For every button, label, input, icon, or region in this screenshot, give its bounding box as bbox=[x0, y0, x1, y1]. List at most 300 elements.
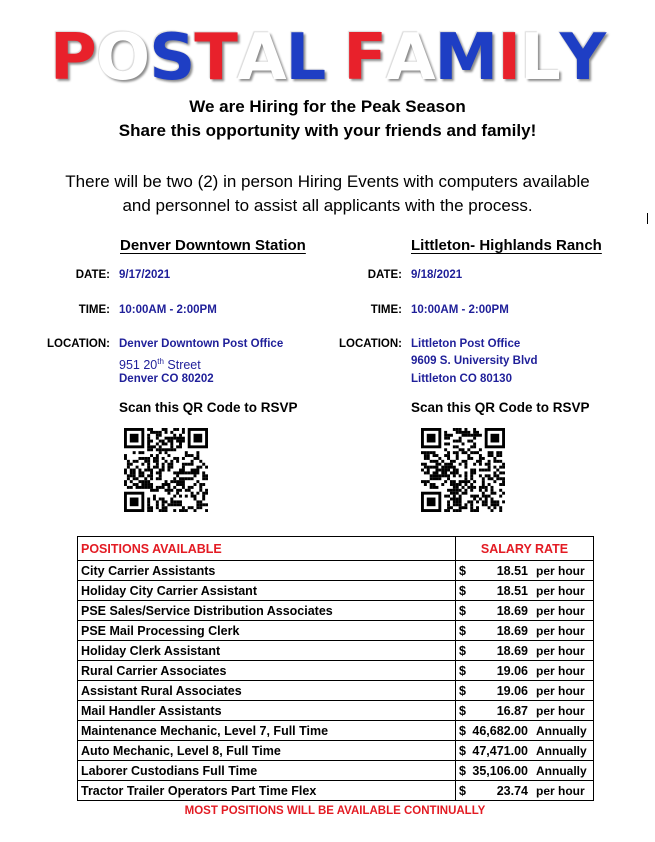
event-2-city: Littleton CO 80130 bbox=[411, 373, 512, 385]
event-1-name: Denver Downtown Station bbox=[120, 237, 306, 254]
qr-module bbox=[191, 492, 194, 495]
qr-module bbox=[173, 471, 176, 474]
qr-module bbox=[205, 503, 208, 506]
qr-module bbox=[444, 431, 447, 434]
qr-module bbox=[191, 486, 194, 489]
qr-module bbox=[447, 489, 450, 492]
qr-module bbox=[127, 486, 130, 489]
qr-module bbox=[167, 440, 170, 443]
qr-module bbox=[179, 469, 182, 472]
title-letter: O bbox=[95, 21, 150, 95]
qr-module bbox=[473, 437, 476, 440]
qr-module bbox=[433, 466, 436, 469]
qr-module bbox=[144, 460, 147, 463]
qr-module bbox=[173, 477, 176, 480]
salary-cell bbox=[456, 561, 594, 581]
qr-module bbox=[147, 440, 150, 443]
rsvp-qr-code-denver[interactable] bbox=[124, 428, 208, 512]
qr-module bbox=[453, 440, 456, 443]
qr-module bbox=[147, 442, 150, 445]
qr-module bbox=[499, 471, 502, 474]
qr-module bbox=[147, 483, 150, 486]
qr-module bbox=[462, 506, 465, 509]
title-letter: S bbox=[149, 21, 195, 95]
qr-module bbox=[196, 466, 199, 469]
qr-module bbox=[433, 486, 436, 489]
qr-module bbox=[194, 471, 197, 474]
table-row bbox=[78, 661, 594, 681]
qr-module bbox=[464, 428, 467, 431]
qr-module bbox=[502, 477, 505, 480]
qr-module bbox=[167, 448, 170, 451]
qr-module bbox=[473, 486, 476, 489]
table-row bbox=[78, 701, 594, 721]
qr-module bbox=[456, 428, 459, 431]
qr-module bbox=[153, 457, 156, 460]
table-row bbox=[78, 581, 594, 601]
qr-module bbox=[182, 463, 185, 466]
qr-module bbox=[447, 469, 450, 472]
qr-module bbox=[136, 460, 139, 463]
qr-module bbox=[136, 477, 139, 480]
qr-module bbox=[456, 483, 459, 486]
currency-symbol: $ bbox=[459, 623, 466, 638]
salary-cell bbox=[456, 661, 594, 681]
qr-module bbox=[162, 466, 165, 469]
qr-module bbox=[136, 466, 139, 469]
qr-module bbox=[476, 460, 479, 463]
qr-module bbox=[156, 506, 159, 509]
qr-module bbox=[488, 474, 491, 477]
qr-module bbox=[147, 437, 150, 440]
qr-module bbox=[485, 469, 488, 472]
salary-amount: 47,471.00 bbox=[472, 743, 528, 758]
qr-module bbox=[456, 451, 459, 454]
qr-module bbox=[482, 503, 485, 506]
qr-module bbox=[167, 463, 170, 466]
qr-module bbox=[191, 495, 194, 498]
qr-module bbox=[438, 469, 441, 472]
salary-unit: Annually bbox=[536, 763, 587, 778]
qr-module bbox=[167, 492, 170, 495]
qr-module bbox=[173, 434, 176, 437]
table-header-row bbox=[78, 537, 594, 561]
qr-module bbox=[473, 431, 476, 434]
qr-module bbox=[185, 451, 188, 454]
qr-module bbox=[199, 503, 202, 506]
qr-module bbox=[450, 498, 453, 501]
qr-module bbox=[202, 477, 205, 480]
qr-module bbox=[133, 471, 136, 474]
qr-module bbox=[179, 442, 182, 445]
qr-module bbox=[167, 454, 170, 457]
qr-module bbox=[453, 469, 456, 472]
qr-module bbox=[170, 448, 173, 451]
salary-amount: 18.69 bbox=[496, 643, 528, 658]
qr-module bbox=[479, 448, 482, 451]
qr-module bbox=[453, 466, 456, 469]
qr-module bbox=[162, 498, 165, 501]
qr-module bbox=[427, 451, 430, 454]
title-letter: A bbox=[385, 21, 435, 95]
qr-finder-pattern bbox=[130, 498, 139, 507]
qr-module bbox=[424, 480, 427, 483]
qr-module bbox=[196, 454, 199, 457]
rsvp-qr-code-littleton[interactable] bbox=[421, 428, 505, 512]
qr-module bbox=[502, 483, 505, 486]
qr-module bbox=[188, 477, 191, 480]
position-name: PSE Mail Processing Clerk bbox=[78, 621, 456, 641]
qr-module bbox=[159, 477, 162, 480]
qr-module bbox=[176, 471, 179, 474]
position-name: Laborer Custodians Full Time bbox=[78, 761, 456, 781]
position-name: Auto Mechanic, Level 8, Full Time bbox=[78, 741, 456, 761]
salary-cell bbox=[456, 781, 594, 801]
qr-module bbox=[176, 474, 179, 477]
qr-module bbox=[147, 474, 150, 477]
qr-module bbox=[467, 440, 470, 443]
qr-module bbox=[179, 471, 182, 474]
qr-module bbox=[153, 460, 156, 463]
qr-module bbox=[133, 460, 136, 463]
title-letter: L bbox=[285, 21, 326, 95]
qr-module bbox=[496, 460, 499, 463]
qr-module bbox=[170, 503, 173, 506]
qr-module bbox=[450, 480, 453, 483]
qr-module bbox=[453, 460, 456, 463]
qr-module bbox=[499, 460, 502, 463]
qr-module bbox=[150, 469, 153, 472]
event-1-scan-instruction: Scan this QR Code to RSVP bbox=[119, 400, 298, 415]
qr-module bbox=[462, 451, 465, 454]
qr-module bbox=[470, 445, 473, 448]
qr-module bbox=[147, 506, 150, 509]
qr-module bbox=[191, 506, 194, 509]
qr-module bbox=[167, 469, 170, 472]
qr-module bbox=[496, 474, 499, 477]
qr-module bbox=[179, 483, 182, 486]
qr-module bbox=[473, 471, 476, 474]
qr-module bbox=[188, 486, 191, 489]
qr-module bbox=[127, 463, 130, 466]
qr-module bbox=[124, 471, 127, 474]
qr-module bbox=[188, 463, 191, 466]
salary-amount: 18.69 bbox=[496, 623, 528, 638]
qr-module bbox=[479, 463, 482, 466]
qr-module bbox=[499, 506, 502, 509]
qr-module bbox=[427, 469, 430, 472]
qr-module bbox=[188, 489, 191, 492]
qr-module bbox=[182, 509, 185, 512]
qr-module bbox=[433, 477, 436, 480]
qr-module bbox=[162, 469, 165, 472]
qr-module bbox=[127, 466, 130, 469]
qr-module bbox=[479, 498, 482, 501]
qr-module bbox=[150, 428, 153, 431]
qr-module bbox=[459, 448, 462, 451]
salary-unit: per hour bbox=[536, 603, 585, 618]
currency-symbol: $ bbox=[459, 603, 466, 618]
salary-cell bbox=[456, 641, 594, 661]
qr-module bbox=[493, 506, 496, 509]
currency-symbol: $ bbox=[459, 563, 466, 578]
qr-module bbox=[162, 457, 165, 460]
qr-module bbox=[179, 445, 182, 448]
qr-module bbox=[430, 460, 433, 463]
salary-cell bbox=[456, 701, 594, 721]
qr-module bbox=[156, 477, 159, 480]
event-1-time-label: TIME: bbox=[78, 304, 110, 316]
qr-module bbox=[196, 457, 199, 460]
qr-module bbox=[176, 492, 179, 495]
qr-module bbox=[191, 477, 194, 480]
qr-module bbox=[176, 445, 179, 448]
qr-module bbox=[162, 483, 165, 486]
qr-module bbox=[462, 442, 465, 445]
qr-module bbox=[456, 500, 459, 503]
qr-module bbox=[444, 469, 447, 472]
qr-module bbox=[133, 483, 136, 486]
currency-symbol: $ bbox=[459, 783, 466, 798]
availability-note: MOST POSITIONS WILL BE AVAILABLE CONTINUALLY bbox=[184, 805, 486, 817]
qr-module bbox=[191, 454, 194, 457]
qr-module bbox=[485, 495, 488, 498]
position-name: Rural Carrier Associates bbox=[78, 661, 456, 681]
qr-module bbox=[499, 451, 502, 454]
qr-module bbox=[176, 428, 179, 431]
qr-module bbox=[202, 483, 205, 486]
qr-module bbox=[447, 463, 450, 466]
qr-module bbox=[482, 486, 485, 489]
position-name: Holiday Clerk Assistant bbox=[78, 641, 456, 661]
position-name: Assistant Rural Associates bbox=[78, 681, 456, 701]
qr-module bbox=[150, 483, 153, 486]
qr-module bbox=[147, 466, 150, 469]
qr-module bbox=[473, 469, 476, 472]
qr-module bbox=[130, 480, 133, 483]
qr-module bbox=[165, 509, 168, 512]
currency-symbol: $ bbox=[459, 663, 466, 678]
margin-mark bbox=[647, 213, 648, 224]
qr-module bbox=[179, 509, 182, 512]
qr-module bbox=[196, 492, 199, 495]
qr-module bbox=[165, 437, 168, 440]
qr-module bbox=[165, 483, 168, 486]
currency-symbol: $ bbox=[459, 643, 466, 658]
qr-module bbox=[144, 457, 147, 460]
salary-amount: 35,106.00 bbox=[472, 763, 528, 778]
qr-module bbox=[185, 509, 188, 512]
qr-module bbox=[473, 445, 476, 448]
qr-module bbox=[173, 500, 176, 503]
qr-module bbox=[194, 495, 197, 498]
qr-module bbox=[450, 483, 453, 486]
qr-module bbox=[188, 471, 191, 474]
qr-module bbox=[159, 448, 162, 451]
qr-module bbox=[473, 442, 476, 445]
qr-module bbox=[424, 454, 427, 457]
qr-module bbox=[427, 457, 430, 460]
qr-module bbox=[159, 474, 162, 477]
qr-module bbox=[205, 474, 208, 477]
qr-module bbox=[502, 500, 505, 503]
qr-module bbox=[459, 500, 462, 503]
event-2-name: Littleton- Highlands Ranch bbox=[411, 237, 602, 254]
qr-module bbox=[470, 500, 473, 503]
title-letter: I bbox=[497, 21, 520, 95]
qr-module bbox=[464, 434, 467, 437]
salary-cell bbox=[456, 741, 594, 761]
qr-module bbox=[453, 489, 456, 492]
qr-module bbox=[459, 489, 462, 492]
qr-module bbox=[479, 460, 482, 463]
qr-module bbox=[441, 474, 444, 477]
qr-module bbox=[456, 498, 459, 501]
qr-module bbox=[479, 486, 482, 489]
qr-module bbox=[167, 483, 170, 486]
currency-symbol: $ bbox=[459, 743, 466, 758]
qr-module bbox=[433, 483, 436, 486]
qr-module bbox=[182, 431, 185, 434]
qr-module bbox=[447, 500, 450, 503]
title-letter: Y bbox=[559, 21, 606, 95]
qr-module bbox=[176, 437, 179, 440]
qr-module bbox=[462, 486, 465, 489]
qr-module bbox=[459, 431, 462, 434]
qr-module bbox=[488, 466, 491, 469]
qr-module bbox=[453, 492, 456, 495]
qr-module bbox=[499, 483, 502, 486]
qr-module bbox=[435, 471, 438, 474]
qr-module bbox=[488, 506, 491, 509]
qr-module bbox=[138, 474, 141, 477]
qr-module bbox=[144, 469, 147, 472]
qr-module bbox=[138, 469, 141, 472]
qr-module bbox=[150, 445, 153, 448]
qr-module bbox=[156, 437, 159, 440]
qr-module bbox=[456, 445, 459, 448]
qr-module bbox=[447, 474, 450, 477]
qr-module bbox=[421, 469, 424, 472]
qr-module bbox=[173, 509, 176, 512]
qr-module bbox=[467, 480, 470, 483]
qr-module bbox=[491, 503, 494, 506]
event-1-date-label: DATE: bbox=[75, 269, 110, 281]
qr-module bbox=[488, 469, 491, 472]
event-2-street: 9609 S. University Blvd bbox=[411, 355, 538, 367]
qr-module bbox=[459, 480, 462, 483]
qr-module bbox=[162, 440, 165, 443]
title-letter: F bbox=[343, 21, 386, 95]
qr-module bbox=[453, 428, 456, 431]
qr-module bbox=[496, 477, 499, 480]
qr-module bbox=[459, 503, 462, 506]
qr-module bbox=[150, 471, 153, 474]
qr-module bbox=[156, 454, 159, 457]
qr-module bbox=[453, 451, 456, 454]
qr-module bbox=[453, 486, 456, 489]
qr-module bbox=[170, 489, 173, 492]
qr-module bbox=[435, 486, 438, 489]
qr-module bbox=[138, 451, 141, 454]
qr-module bbox=[170, 460, 173, 463]
qr-module bbox=[127, 477, 130, 480]
qr-module bbox=[133, 474, 136, 477]
salary-amount: 46,682.00 bbox=[472, 723, 528, 738]
title-letter: M bbox=[434, 21, 498, 95]
qr-module bbox=[159, 431, 162, 434]
qr-module bbox=[147, 445, 150, 448]
table-row bbox=[78, 641, 594, 661]
qr-module bbox=[150, 454, 153, 457]
qr-module bbox=[479, 434, 482, 437]
qr-module bbox=[199, 489, 202, 492]
qr-module bbox=[464, 460, 467, 463]
qr-module bbox=[153, 431, 156, 434]
qr-module bbox=[491, 477, 494, 480]
qr-module bbox=[476, 500, 479, 503]
salary-cell bbox=[456, 761, 594, 781]
qr-module bbox=[147, 460, 150, 463]
qr-module bbox=[424, 466, 427, 469]
qr-module bbox=[421, 451, 424, 454]
salary-unit: per hour bbox=[536, 563, 585, 578]
qr-module bbox=[485, 463, 488, 466]
qr-module bbox=[499, 489, 502, 492]
page-title bbox=[0, 18, 655, 98]
qr-module bbox=[191, 463, 194, 466]
qr-module bbox=[459, 483, 462, 486]
qr-module bbox=[130, 474, 133, 477]
qr-module bbox=[435, 469, 438, 472]
qr-module bbox=[488, 477, 491, 480]
qr-module bbox=[156, 489, 159, 492]
qr-module bbox=[156, 460, 159, 463]
qr-module bbox=[459, 498, 462, 501]
qr-module bbox=[450, 463, 453, 466]
qr-module bbox=[464, 506, 467, 509]
qr-module bbox=[456, 469, 459, 472]
qr-module bbox=[162, 506, 165, 509]
qr-module bbox=[165, 500, 168, 503]
qr-module bbox=[470, 486, 473, 489]
qr-module bbox=[182, 483, 185, 486]
qr-module bbox=[165, 460, 168, 463]
qr-module bbox=[199, 483, 202, 486]
qr-module bbox=[138, 480, 141, 483]
salary-cell bbox=[456, 621, 594, 641]
qr-module bbox=[170, 466, 173, 469]
qr-module bbox=[485, 503, 488, 506]
qr-module bbox=[159, 469, 162, 472]
qr-module bbox=[473, 509, 476, 512]
salary-amount: 18.69 bbox=[496, 603, 528, 618]
qr-module bbox=[173, 486, 176, 489]
qr-module bbox=[130, 469, 133, 472]
qr-module bbox=[141, 471, 144, 474]
qr-module bbox=[202, 492, 205, 495]
qr-module bbox=[502, 471, 505, 474]
qr-module bbox=[196, 451, 199, 454]
qr-module bbox=[447, 495, 450, 498]
qr-module bbox=[133, 477, 136, 480]
qr-module bbox=[456, 489, 459, 492]
qr-module bbox=[479, 469, 482, 472]
qr-module bbox=[173, 480, 176, 483]
qr-module bbox=[176, 440, 179, 443]
qr-module bbox=[476, 506, 479, 509]
qr-module bbox=[464, 451, 467, 454]
